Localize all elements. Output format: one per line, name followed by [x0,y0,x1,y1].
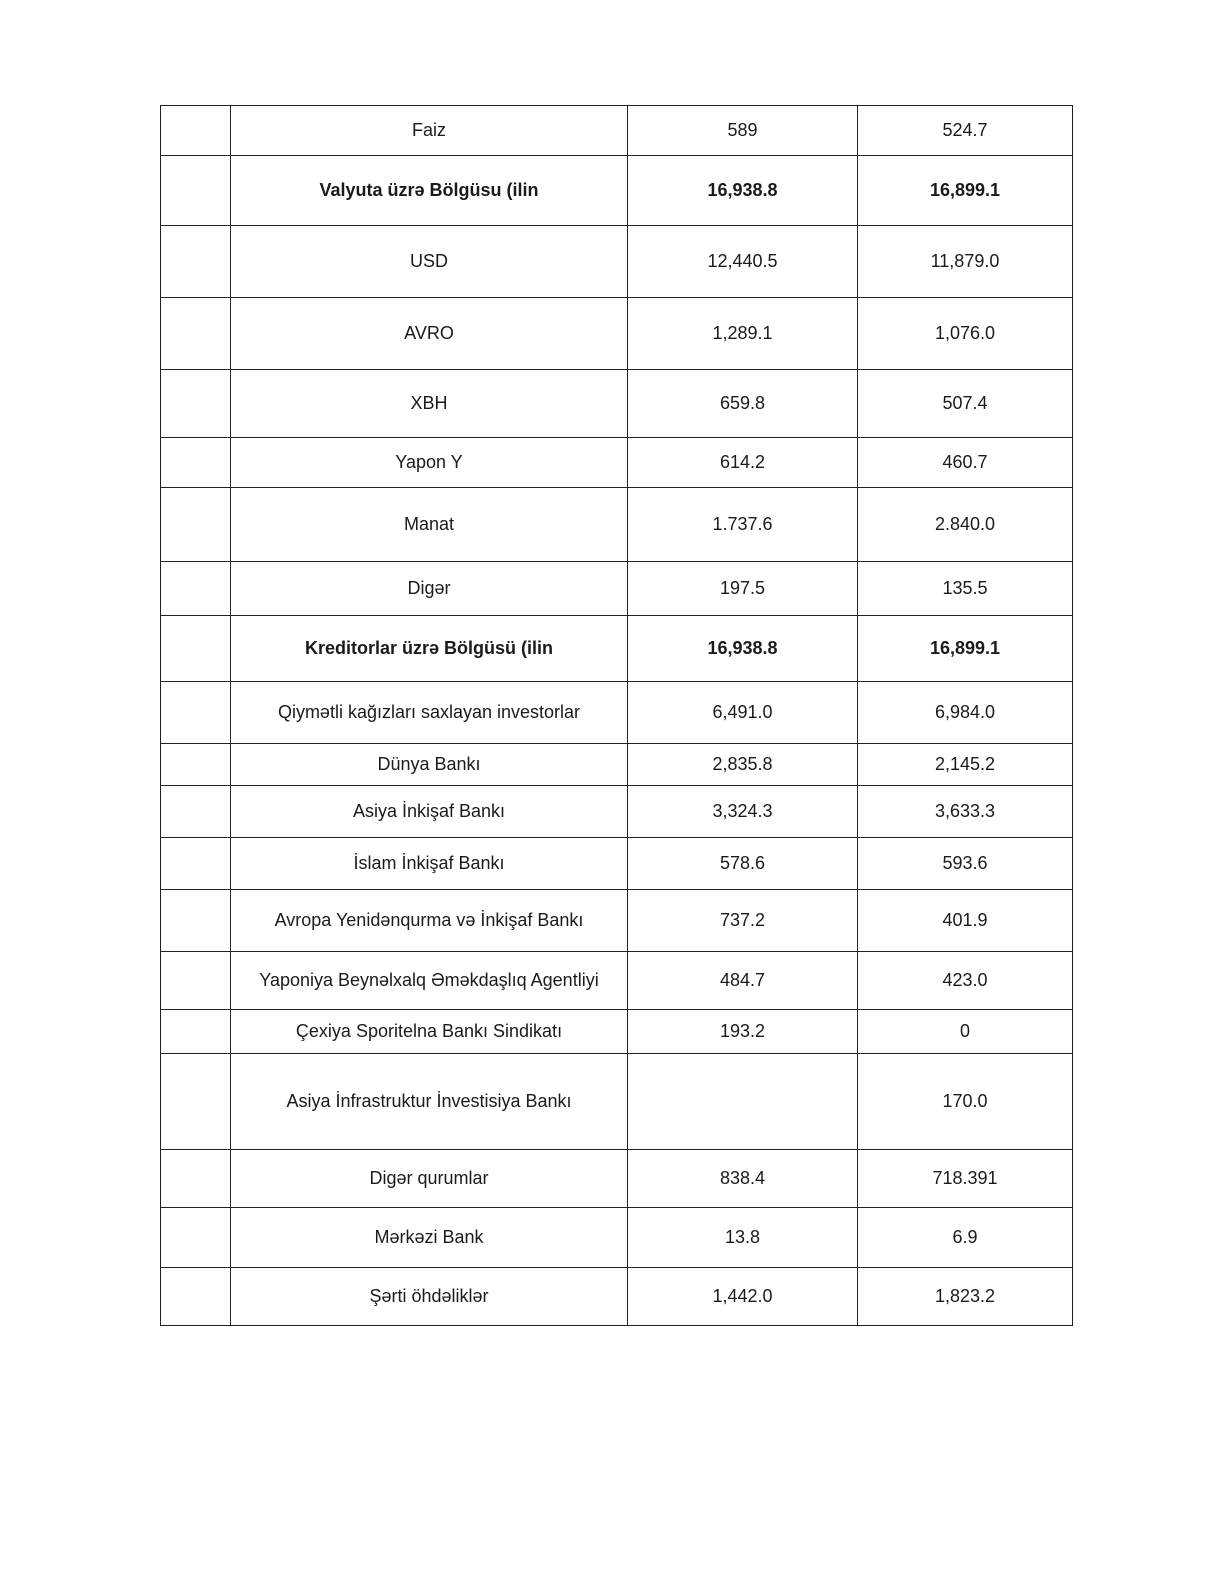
row-value-2: 460.7 [858,438,1073,488]
row-value-1 [628,1054,858,1150]
row-label: Qiymətli kağızları saxlayan investorlar [231,682,628,744]
table-row [161,438,1073,488]
row-label: Digər [231,562,628,616]
gutter-cell [161,1268,231,1326]
row-label: Manat [231,488,628,562]
row-label: Asiya İnfrastruktur İnvestisiya Bankı [231,1054,628,1150]
gutter-cell [161,1208,231,1268]
row-value-2: 170.0 [858,1054,1073,1150]
row-label: Şərti öhdəliklər [231,1268,628,1326]
row-value-2: 16,899.1 [858,156,1073,226]
section-label: Valyuta üzrə Bölgüsu (ilin [231,156,628,226]
gutter-cell [161,616,231,682]
row-value-2: 6,984.0 [858,682,1073,744]
row-value-2: 11,879.0 [858,226,1073,298]
row-value-1: 193.2 [628,1010,858,1054]
row-value-1: 3,324.3 [628,786,858,838]
row-label: AVRO [231,298,628,370]
gutter-cell [161,488,231,562]
gutter-cell [161,106,231,156]
financial-table [160,105,1073,1326]
table-row [161,298,1073,370]
row-value-2: 524.7 [858,106,1073,156]
row-label: USD [231,226,628,298]
row-value-1: 197.5 [628,562,858,616]
row-value-1: 13.8 [628,1208,858,1268]
gutter-cell [161,838,231,890]
gutter-cell [161,744,231,786]
row-label: Dünya Bankı [231,744,628,786]
row-label: Avropa Yenidənqurma və İnkişaf Bankı [231,890,628,952]
row-value-2: 0 [858,1010,1073,1054]
table-row [161,682,1073,744]
table-row [161,890,1073,952]
table-row-section [161,616,1073,682]
row-value-2: 3,633.3 [858,786,1073,838]
table-row [161,1150,1073,1208]
row-label: Asiya İnkişaf Bankı [231,786,628,838]
table-row [161,744,1073,786]
row-value-1: 12,440.5 [628,226,858,298]
row-value-2: 507.4 [858,370,1073,438]
row-value-1: 1,442.0 [628,1268,858,1326]
gutter-cell [161,562,231,616]
row-value-2: 135.5 [858,562,1073,616]
row-value-1: 16,938.8 [628,616,858,682]
row-label: Digər qurumlar [231,1150,628,1208]
row-value-1: 589 [628,106,858,156]
row-label: Mərkəzi Bank [231,1208,628,1268]
table-row [161,488,1073,562]
gutter-cell [161,370,231,438]
table-row [161,838,1073,890]
row-value-1: 838.4 [628,1150,858,1208]
gutter-cell [161,1150,231,1208]
row-value-2: 2.840.0 [858,488,1073,562]
row-value-2: 1,823.2 [858,1268,1073,1326]
row-value-2: 2,145.2 [858,744,1073,786]
row-value-1: 2,835.8 [628,744,858,786]
row-label: Yapon Y [231,438,628,488]
row-value-1: 578.6 [628,838,858,890]
row-value-2: 718.391 [858,1150,1073,1208]
row-value-2: 401.9 [858,890,1073,952]
row-value-2: 6.9 [858,1208,1073,1268]
row-value-2: 423.0 [858,952,1073,1010]
row-value-2: 593.6 [858,838,1073,890]
table-row [161,226,1073,298]
table-row [161,1054,1073,1150]
row-label: Çexiya Sporitelna Bankı Sindikatı [231,1010,628,1054]
gutter-cell [161,226,231,298]
gutter-cell [161,1010,231,1054]
gutter-cell [161,786,231,838]
row-value-1: 1,289.1 [628,298,858,370]
row-value-2: 1,076.0 [858,298,1073,370]
row-label: Faiz [231,106,628,156]
row-value-1: 1.737.6 [628,488,858,562]
row-value-1: 737.2 [628,890,858,952]
row-value-1: 659.8 [628,370,858,438]
table-row [161,1010,1073,1054]
row-label: İslam İnkişaf Bankı [231,838,628,890]
table-row-section [161,156,1073,226]
table-row [161,1268,1073,1326]
row-value-1: 484.7 [628,952,858,1010]
gutter-cell [161,298,231,370]
row-label: XBH [231,370,628,438]
gutter-cell [161,438,231,488]
table-row [161,1208,1073,1268]
section-label: Kreditorlar üzrə Bölgüsü (ilin [231,616,628,682]
table-row [161,786,1073,838]
gutter-cell [161,682,231,744]
gutter-cell [161,1054,231,1150]
table-row [161,952,1073,1010]
table-row [161,370,1073,438]
gutter-cell [161,156,231,226]
row-value-2: 16,899.1 [858,616,1073,682]
gutter-cell [161,890,231,952]
row-value-1: 614.2 [628,438,858,488]
gutter-cell [161,952,231,1010]
table-row [161,106,1073,156]
table-row [161,562,1073,616]
row-value-1: 16,938.8 [628,156,858,226]
row-value-1: 6,491.0 [628,682,858,744]
row-label: Yaponiya Beynəlxalq Əməkdaşlıq Agentliyi [231,952,628,1010]
